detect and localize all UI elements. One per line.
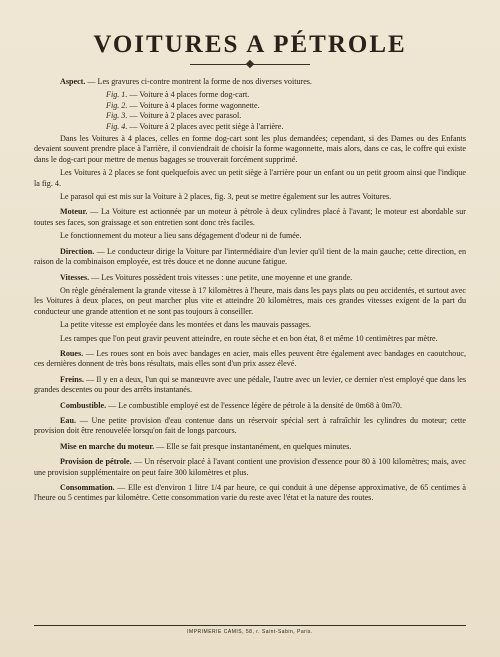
vitesses-paragraph xyxy=(34,273,466,283)
mise-paragraph xyxy=(34,442,466,452)
document-body xyxy=(34,77,466,504)
vitesses-text-2: On règle généralement la grande vitesse à 17 kilomètres à l'heure, mais dans les pays plats ou peu accidentés, et surtout avec les Voitures à deux places, on peut marcher plus vite et atteindre 20 kilomètres, mais ces grandes vitesses exigent de la part du conducteur une grande attention et ne sont pas toujours à conseiller. xyxy=(34,285,466,316)
aspect-text-2: Les Voitures à 2 places se font quelquefois avec un petit siège à l'arrière pour un enfant ou un petit groom ainsi que l'indique la fig. 4. xyxy=(34,168,466,188)
figure-text: — Voiture à 4 places forme wagonnette. xyxy=(127,100,260,110)
direction-paragraph xyxy=(34,247,466,268)
page-title: VOITURES A PÉTROLE xyxy=(93,31,407,58)
printer-footer: IMPRIMERIE CAMIS, 58, r. Saint-Sabin, Paris. xyxy=(34,625,466,635)
provision-paragraph xyxy=(34,457,466,478)
roues-heading: Roues. xyxy=(60,348,84,358)
eau-heading: Eau. xyxy=(60,415,76,425)
roues-text: — Les roues sont en bois avec bandages en acier, mais elles peuvent être également avec bandages en caoutchouc, ces dernières donnent de très bons résultats, mais elles sont d'un prix assez élevé. xyxy=(34,348,466,369)
figure-list xyxy=(34,90,466,132)
eau-paragraph xyxy=(34,416,466,437)
mise-text: — Elle se fait presque instantanément, en quelques minutes. xyxy=(154,441,352,451)
moteur-text: — La Voiture est actionnée par un moteur à pétrole à deux cylindres placé à l'avant; le moteur est abordable sur toutes ses faces, son graissage et son entretien sont donc très faciles. xyxy=(34,207,466,227)
aspect-intro: — Les gravures ci-contre montrent la forme de nos diverses voitures. xyxy=(85,77,312,86)
consommation-paragraph xyxy=(34,483,466,504)
combustible-heading: Combustible. xyxy=(60,400,107,410)
figure-text: — Voiture à 2 places avec parasol. xyxy=(127,111,242,121)
figure-text: — Voiture à 2 places avec petit siège à l'arrière. xyxy=(127,121,284,131)
figure-label: Fig. 3. xyxy=(106,111,128,121)
combustible-paragraph xyxy=(34,401,466,411)
freins-paragraph xyxy=(34,375,466,396)
direction-heading: Direction. xyxy=(60,246,95,256)
provision-heading: Provision de pétrole. xyxy=(60,457,132,467)
title-ornament xyxy=(190,64,310,71)
direction-text: — Le conducteur dirige la Voiture par l'intermédiaire d'un levier qu'il tient de la main gauche; cette direction, en raison de la combinaison employée, est très douce et ne donne aucune fatigue. xyxy=(34,246,466,267)
figure-item xyxy=(106,90,466,100)
vitesses-text-3: La petite vitesse est employée dans les montées et dans les mauvais passages. xyxy=(60,320,312,330)
freins-heading: Freins. xyxy=(60,374,84,384)
aspect-text-1: Dans les Voitures à 4 places, celles en forme dog-cart sont les plus demandées; cependant, si des Dames ou des Enfants devaient souvent prendre place à l'arrière, il conviendrait de choisir la forme wagonnette, mais alors, dans ce cas, le coffre qui existe dans le dog-cart pour mettre de menus bagages se trouverait forcément supprimé. xyxy=(34,134,466,164)
eau-text: — Une petite provision d'eau contenue dans un réservoir spécial sert à rafraîchir les cylindres du moteur; cette provision doit être renouvelée lorsqu'on fait de longs parcours. xyxy=(34,415,466,436)
figure-item xyxy=(106,111,466,121)
figure-item xyxy=(106,101,466,111)
moteur-text-2: Le fonctionnement du moteur a lieu sans dégagement d'odeur ni de fumée. xyxy=(60,231,302,241)
vitesses-text-4: Les rampes que l'on peut gravir peuvent atteindre, en route sèche et en bon état, 8 et même 10 centimètres par mètre. xyxy=(60,333,438,343)
aspect-text-3: Le parasol qui est mis sur la Voiture à 2 places, fig. 3, peut se mettre également sur les autres Voitures. xyxy=(60,192,392,202)
figure-label: Fig. 1. xyxy=(106,90,128,100)
consommation-heading: Consommation. xyxy=(60,483,115,492)
mise-heading: Mise en marche du moteur. xyxy=(60,441,155,451)
figure-label: Fig. 4. xyxy=(106,121,128,131)
provision-text: — Un réservoir placé à l'avant contient une provision d'essence pour 80 à 100 kilomètres; mais, avec une provision supplémentaire on peut faire 300 kilomètres et plus. xyxy=(34,457,466,477)
figure-text: — Voiture à 4 places forme dog-cart. xyxy=(127,90,250,100)
figure-item xyxy=(106,122,466,132)
moteur-paragraph xyxy=(34,207,466,228)
roues-paragraph xyxy=(34,349,466,370)
combustible-text: — Le combustible employé est de l'essence légère de pétrole à la densité de 0m68 à 0m70. xyxy=(106,400,402,410)
aspect-heading: Aspect. xyxy=(60,77,86,86)
moteur-heading: Moteur. xyxy=(60,207,88,217)
freins-text: — Il y en a deux, l'un qui se manœuvre avec une pédale, l'autre avec un levier, ce dernier n'est employé que dans les grandes descentes ou pour des arrêts instantanés. xyxy=(34,374,466,395)
consommation-text: — Elle est d'environ 1 litre 1/4 par heure, ce qui conduit à une dépense approximative, de 65 centimes à l'heure ou 5 centimes par kilomètre. Cette consommation varie du reste avec l'état et la nature des routes. xyxy=(34,483,466,503)
aspect-paragraph xyxy=(34,77,466,87)
figure-label: Fig. 2. xyxy=(106,100,128,110)
vitesses-text: — Les Voitures possèdent trois vitesses : une petite, une moyenne et une grande. xyxy=(89,272,353,282)
vitesses-heading: Vitesses. xyxy=(60,272,90,282)
